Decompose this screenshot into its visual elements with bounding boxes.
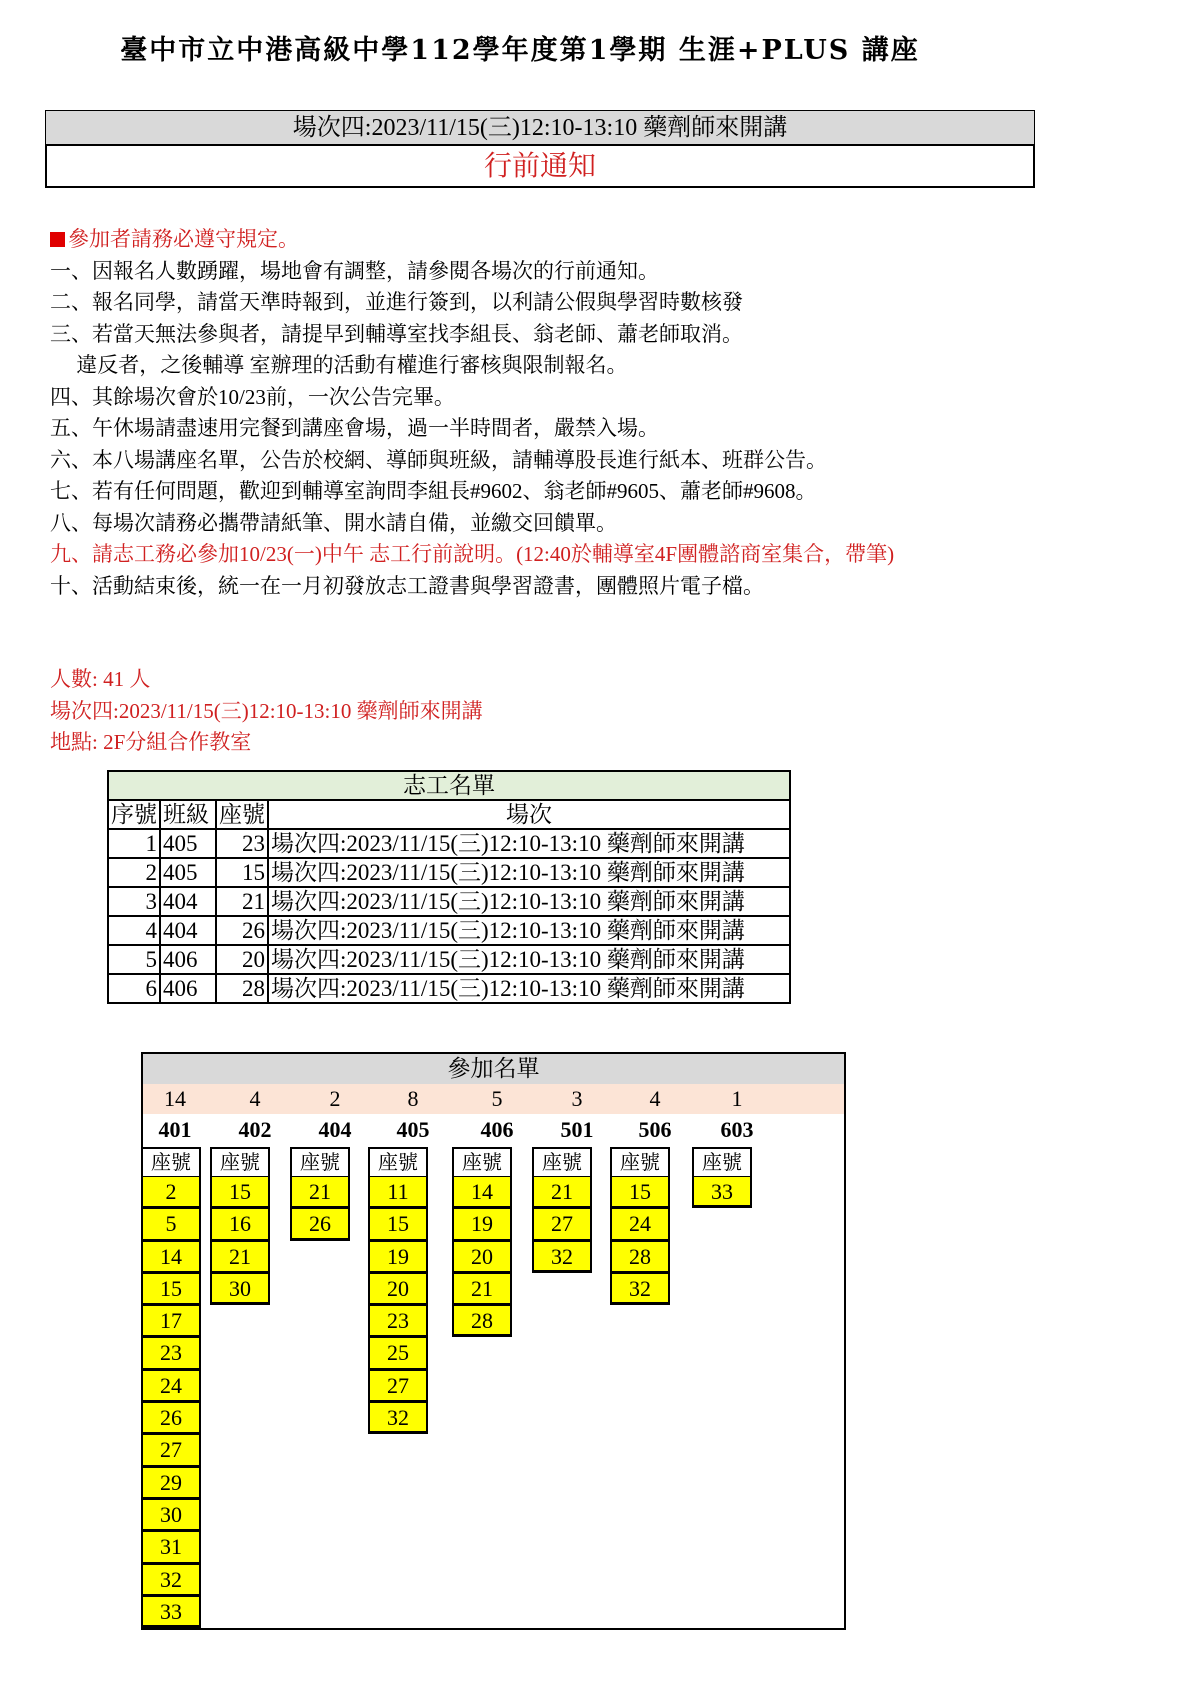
row-class: 405 <box>160 829 216 858</box>
seat-cell: 27 <box>141 1434 201 1466</box>
row-seat: 15 <box>216 858 268 887</box>
seat-cell: 15 <box>368 1208 428 1240</box>
class-count: 5 <box>491 1086 503 1111</box>
seat-cell: 20 <box>452 1241 512 1273</box>
rule-item: 六、本八場講座名單，公告於校網、導師與班級，請輔導股長進行紙本、班群公告。 <box>50 447 827 472</box>
seat-cell: 27 <box>532 1208 592 1240</box>
table-row <box>108 858 790 887</box>
rules-intro: 參加者請務必遵守規定。 <box>50 224 1150 256</box>
seat-column <box>692 1147 752 1208</box>
session-info <box>50 664 483 759</box>
seat-cell: 32 <box>141 1564 201 1596</box>
seat-cell: 2 <box>141 1176 201 1208</box>
seat-cell: 30 <box>141 1499 201 1531</box>
seat-cell: 25 <box>368 1337 428 1369</box>
participant-table <box>141 1052 846 1630</box>
participant-count: 人數: 41 人 <box>50 667 151 691</box>
row-seat: 21 <box>216 887 268 916</box>
class-count: 1 <box>731 1086 743 1111</box>
seat-cell: 26 <box>290 1208 350 1240</box>
seat-cell: 19 <box>452 1208 512 1240</box>
row-session: 場次四:2023/11/15(三)12:10-13:10 藥劑師來開講 <box>268 916 790 945</box>
table-row <box>108 887 790 916</box>
seat-cell: 28 <box>610 1241 670 1273</box>
seat-cell: 15 <box>210 1176 270 1208</box>
seat-cell: 24 <box>141 1370 201 1402</box>
class-label: 603 <box>720 1117 754 1142</box>
seat-cell: 15 <box>141 1273 201 1305</box>
header-seat: 座號 <box>216 800 268 829</box>
row-session: 場次四:2023/11/15(三)12:10-13:10 藥劑師來開講 <box>268 858 790 887</box>
row-class: 404 <box>160 887 216 916</box>
class-count: 3 <box>571 1086 583 1111</box>
seat-cell: 32 <box>368 1402 428 1434</box>
class-label: 405 <box>396 1117 430 1142</box>
seat-header: 座號 <box>452 1147 512 1176</box>
row-class: 404 <box>160 916 216 945</box>
class-label: 506 <box>638 1117 672 1142</box>
rule-item: 七、若有任何問題，歡迎到輔導室詢問李組長#9602、翁老師#9605、蕭老師#9608。 <box>50 479 817 503</box>
seat-cell: 26 <box>141 1402 201 1434</box>
rules-list <box>50 224 1150 598</box>
seat-cell: 21 <box>532 1176 592 1208</box>
row-index: 5 <box>108 945 160 974</box>
class-count: 4 <box>249 1086 261 1111</box>
seat-cell: 14 <box>452 1176 512 1208</box>
seat-column <box>290 1147 350 1241</box>
class-label: 406 <box>480 1117 514 1142</box>
row-session: 場次四:2023/11/15(三)12:10-13:10 藥劑師來開講 <box>268 974 790 1003</box>
seat-cell: 17 <box>141 1305 201 1337</box>
seat-header: 座號 <box>692 1147 752 1176</box>
seat-column <box>532 1147 592 1273</box>
table-row <box>108 916 790 945</box>
seat-cell: 29 <box>141 1467 201 1499</box>
class-label: 402 <box>238 1117 272 1142</box>
seat-column <box>210 1147 270 1305</box>
count-row <box>143 1084 844 1114</box>
seat-cell: 19 <box>368 1241 428 1273</box>
row-session: 場次四:2023/11/15(三)12:10-13:10 藥劑師來開講 <box>268 829 790 858</box>
class-count: 14 <box>164 1086 186 1111</box>
seat-cell: 11 <box>368 1176 428 1208</box>
seat-cell: 23 <box>141 1337 201 1369</box>
volunteer-table-title: 志工名單 <box>108 771 790 800</box>
row-class: 405 <box>160 858 216 887</box>
page-title: 臺中市立中港高級中學112學年度第1學期 生涯+PLUS 講座 <box>120 35 920 66</box>
seat-cell: 21 <box>210 1241 270 1273</box>
table-row <box>108 945 790 974</box>
seat-header: 座號 <box>368 1147 428 1176</box>
seat-header: 座號 <box>290 1147 350 1176</box>
seat-cell: 30 <box>210 1273 270 1305</box>
row-seat: 28 <box>216 974 268 1003</box>
red-square-icon <box>50 232 65 247</box>
row-index: 3 <box>108 887 160 916</box>
table-row <box>108 974 790 1003</box>
seat-cell: 27 <box>368 1370 428 1402</box>
seat-cell: 5 <box>141 1208 201 1240</box>
class-count: 4 <box>649 1086 661 1111</box>
seat-column <box>368 1147 428 1434</box>
row-seat: 23 <box>216 829 268 858</box>
seat-cell: 31 <box>141 1531 201 1563</box>
session-header: 場次四:2023/11/15(三)12:10-13:10 藥劑師來開講 <box>45 110 1035 144</box>
row-seat: 26 <box>216 916 268 945</box>
row-class: 406 <box>160 945 216 974</box>
rule-item: 一、因報名人數踴躍，場地會有調整，請參閱各場次的行前通知。 <box>50 258 659 283</box>
row-seat: 20 <box>216 945 268 974</box>
header-index: 序號 <box>108 800 160 829</box>
row-session: 場次四:2023/11/15(三)12:10-13:10 藥劑師來開講 <box>268 945 790 974</box>
seat-column <box>610 1147 670 1305</box>
class-label: 401 <box>158 1117 192 1142</box>
seat-cell: 28 <box>452 1305 512 1337</box>
class-label: 501 <box>560 1117 594 1142</box>
rule-item: 三、若當天無法參與者，請提早到輔導室找李組長、翁老師、蕭老師取消。 <box>50 321 743 346</box>
seat-cell: 23 <box>368 1305 428 1337</box>
rule-item: 二、報名同學，請當天準時報到，並進行簽到，以利請公假與學習時數核發 <box>50 290 743 314</box>
seat-column <box>141 1147 201 1628</box>
seat-cell: 32 <box>610 1273 670 1305</box>
class-count: 2 <box>329 1086 341 1111</box>
header-class: 班級 <box>160 800 216 829</box>
row-index: 6 <box>108 974 160 1003</box>
seat-header: 座號 <box>532 1147 592 1176</box>
location-text: 地點: 2F分組合作教室 <box>50 730 252 754</box>
participant-table-title: 參加名單 <box>143 1054 844 1084</box>
table-row <box>108 829 790 858</box>
session-text: 場次四:2023/11/15(三)12:10-13:10 藥劑師來開講 <box>50 698 483 723</box>
class-label: 404 <box>318 1117 352 1142</box>
rule-item: 五、午休場請盡速用完餐到講座會場，過一半時間者，嚴禁入場。 <box>50 416 659 440</box>
seat-header: 座號 <box>210 1147 270 1176</box>
seat-header: 座號 <box>141 1147 201 1176</box>
row-session: 場次四:2023/11/15(三)12:10-13:10 藥劑師來開講 <box>268 887 790 916</box>
seat-cell: 16 <box>210 1208 270 1240</box>
seat-cell: 15 <box>610 1176 670 1208</box>
class-count: 8 <box>407 1086 419 1111</box>
rule-item: 違反者，之後輔導 室辦理的活動有權進行審核與限制報名。 <box>50 353 628 377</box>
row-index: 2 <box>108 858 160 887</box>
rule-item: 八、每場次請務必攜帶請紙筆、開水請自備，並繳交回饋單。 <box>50 510 617 535</box>
rule-item: 九、請志工務必參加10/23(一)中午 志工行前說明。(12:40於輔導室4F團體諮商室集合，帶筆) <box>50 542 895 566</box>
rule-item: 十、活動結束後，統一在一月初發放志工證書與學習證書，團體照片電子檔。 <box>50 573 764 598</box>
seat-cell: 33 <box>141 1596 201 1628</box>
seat-cell: 32 <box>532 1241 592 1273</box>
seat-cell: 21 <box>290 1176 350 1208</box>
row-class: 406 <box>160 974 216 1003</box>
seat-cell: 20 <box>368 1273 428 1305</box>
header-session: 場次 <box>268 800 790 829</box>
rule-item: 四、其餘場次會於10/23前，一次公告完畢。 <box>50 384 455 409</box>
row-index: 1 <box>108 829 160 858</box>
row-index: 4 <box>108 916 160 945</box>
volunteer-table <box>107 770 791 1004</box>
seat-header: 座號 <box>610 1147 670 1176</box>
seat-cell: 24 <box>610 1208 670 1240</box>
notice-title: 行前通知 <box>45 144 1035 188</box>
seat-cell: 14 <box>141 1241 201 1273</box>
seat-cell: 33 <box>692 1176 752 1208</box>
seat-column <box>452 1147 512 1337</box>
seat-cell: 21 <box>452 1273 512 1305</box>
